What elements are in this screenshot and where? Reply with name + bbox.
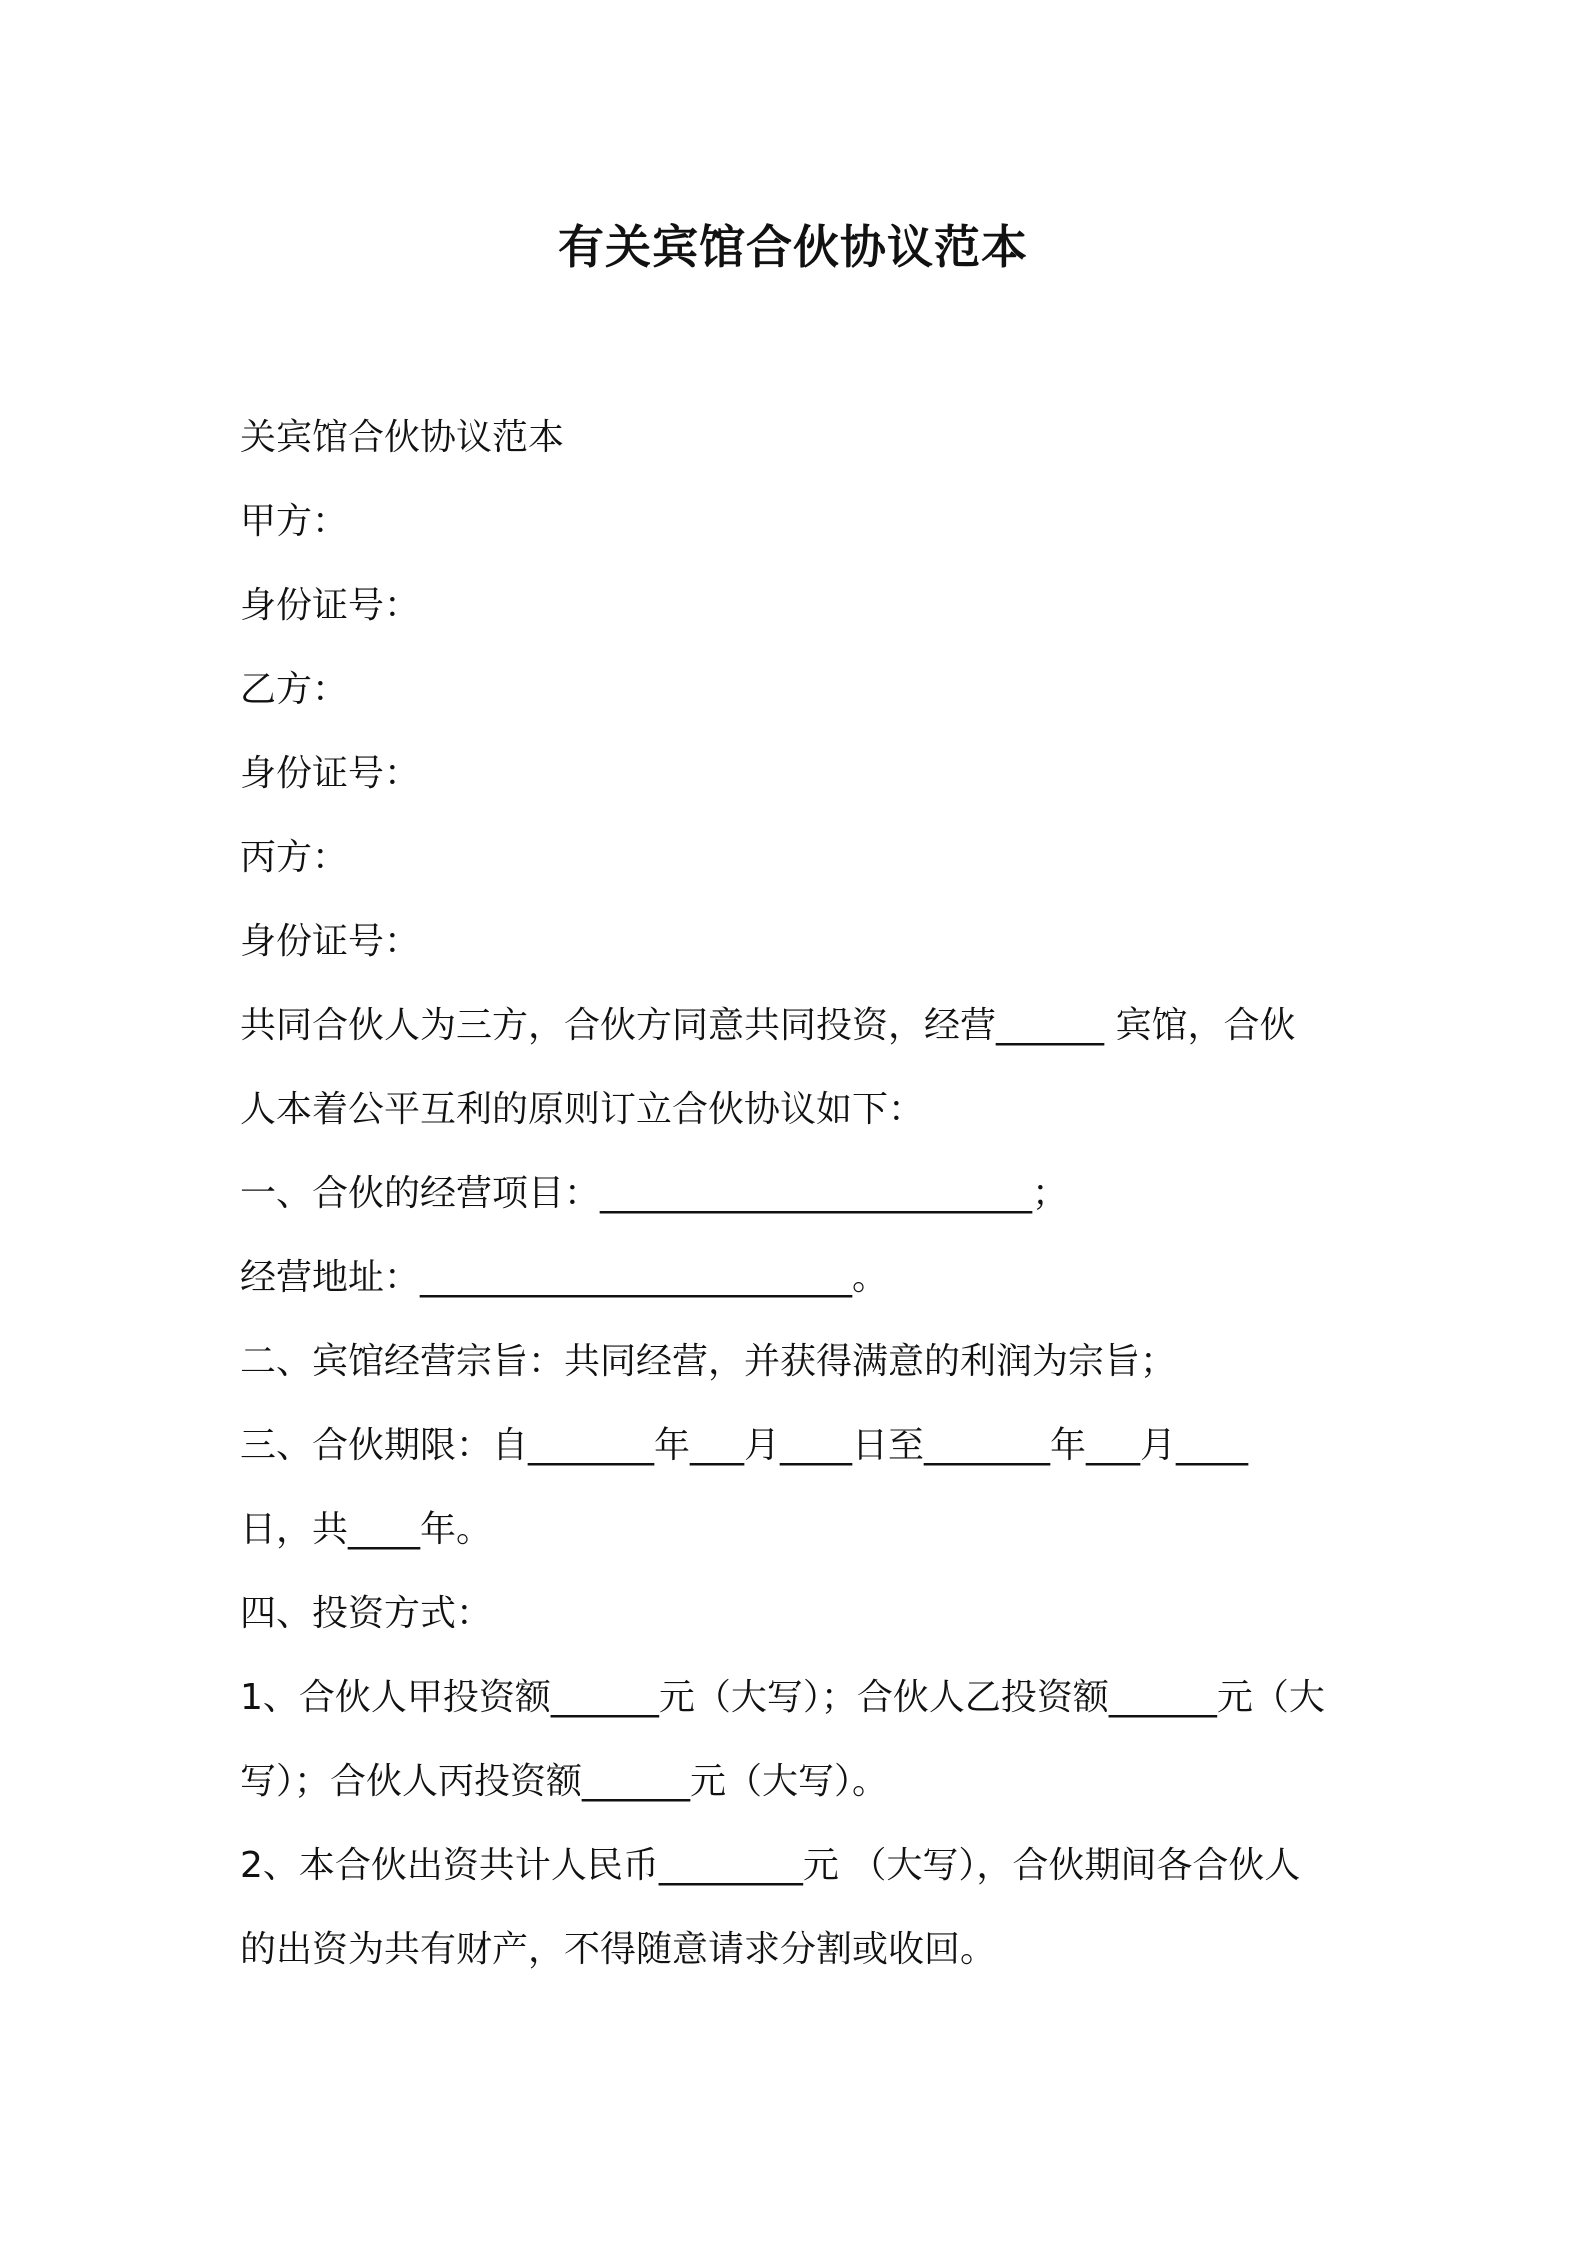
investment-total-line-2: 的出资为共有财产，不得随意请求分割或收回。: [240, 1929, 997, 1970]
document-body: [240, 396, 1360, 1992]
party-c-line: 丙方：: [240, 837, 349, 878]
intro-line-1: 共同合伙人为三方，合伙方同意共同投资，经营______ 宾馆，合伙: [240, 1005, 1296, 1046]
section-1-address-line: 经营地址：________________________。: [240, 1257, 889, 1298]
subtitle-line: 关宾馆合伙协议范本: [240, 417, 565, 458]
investment-line-2: 写）；合伙人丙投资额______元（大写）。: [240, 1761, 889, 1802]
party-a-line: 甲方：: [240, 501, 349, 542]
section-3-term-line-2: 日，共____年。: [240, 1509, 493, 1550]
investment-total-line-1: 2、本合伙出资共计人民币________元 （大写），合伙期间各合伙人: [240, 1845, 1301, 1886]
section-4-heading: 四、投资方式：: [240, 1593, 493, 1634]
document-title: 有关宾馆合伙协议范本: [558, 220, 1028, 274]
investment-line-1: 1、合伙人甲投资额______元（大写）；合伙人乙投资额______元（大: [240, 1677, 1325, 1718]
party-b-line: 乙方：: [240, 669, 349, 710]
section-1-business-line: 一、合伙的经营项目：________________________；: [240, 1173, 1069, 1214]
section-3-term-line-1: 三、合伙期限：自_______年___月____日至_______年___月____: [240, 1425, 1249, 1466]
intro-line-2: 人本着公平互利的原则订立合伙协议如下：: [240, 1089, 925, 1130]
party-a-id-line: 身份证号：: [240, 585, 421, 626]
party-b-id-line: 身份证号：: [240, 753, 421, 794]
party-c-id-line: 身份证号：: [240, 921, 421, 962]
section-2-purpose-line: 二、宾馆经营宗旨：共同经营，并获得满意的利润为宗旨；: [240, 1341, 1177, 1382]
